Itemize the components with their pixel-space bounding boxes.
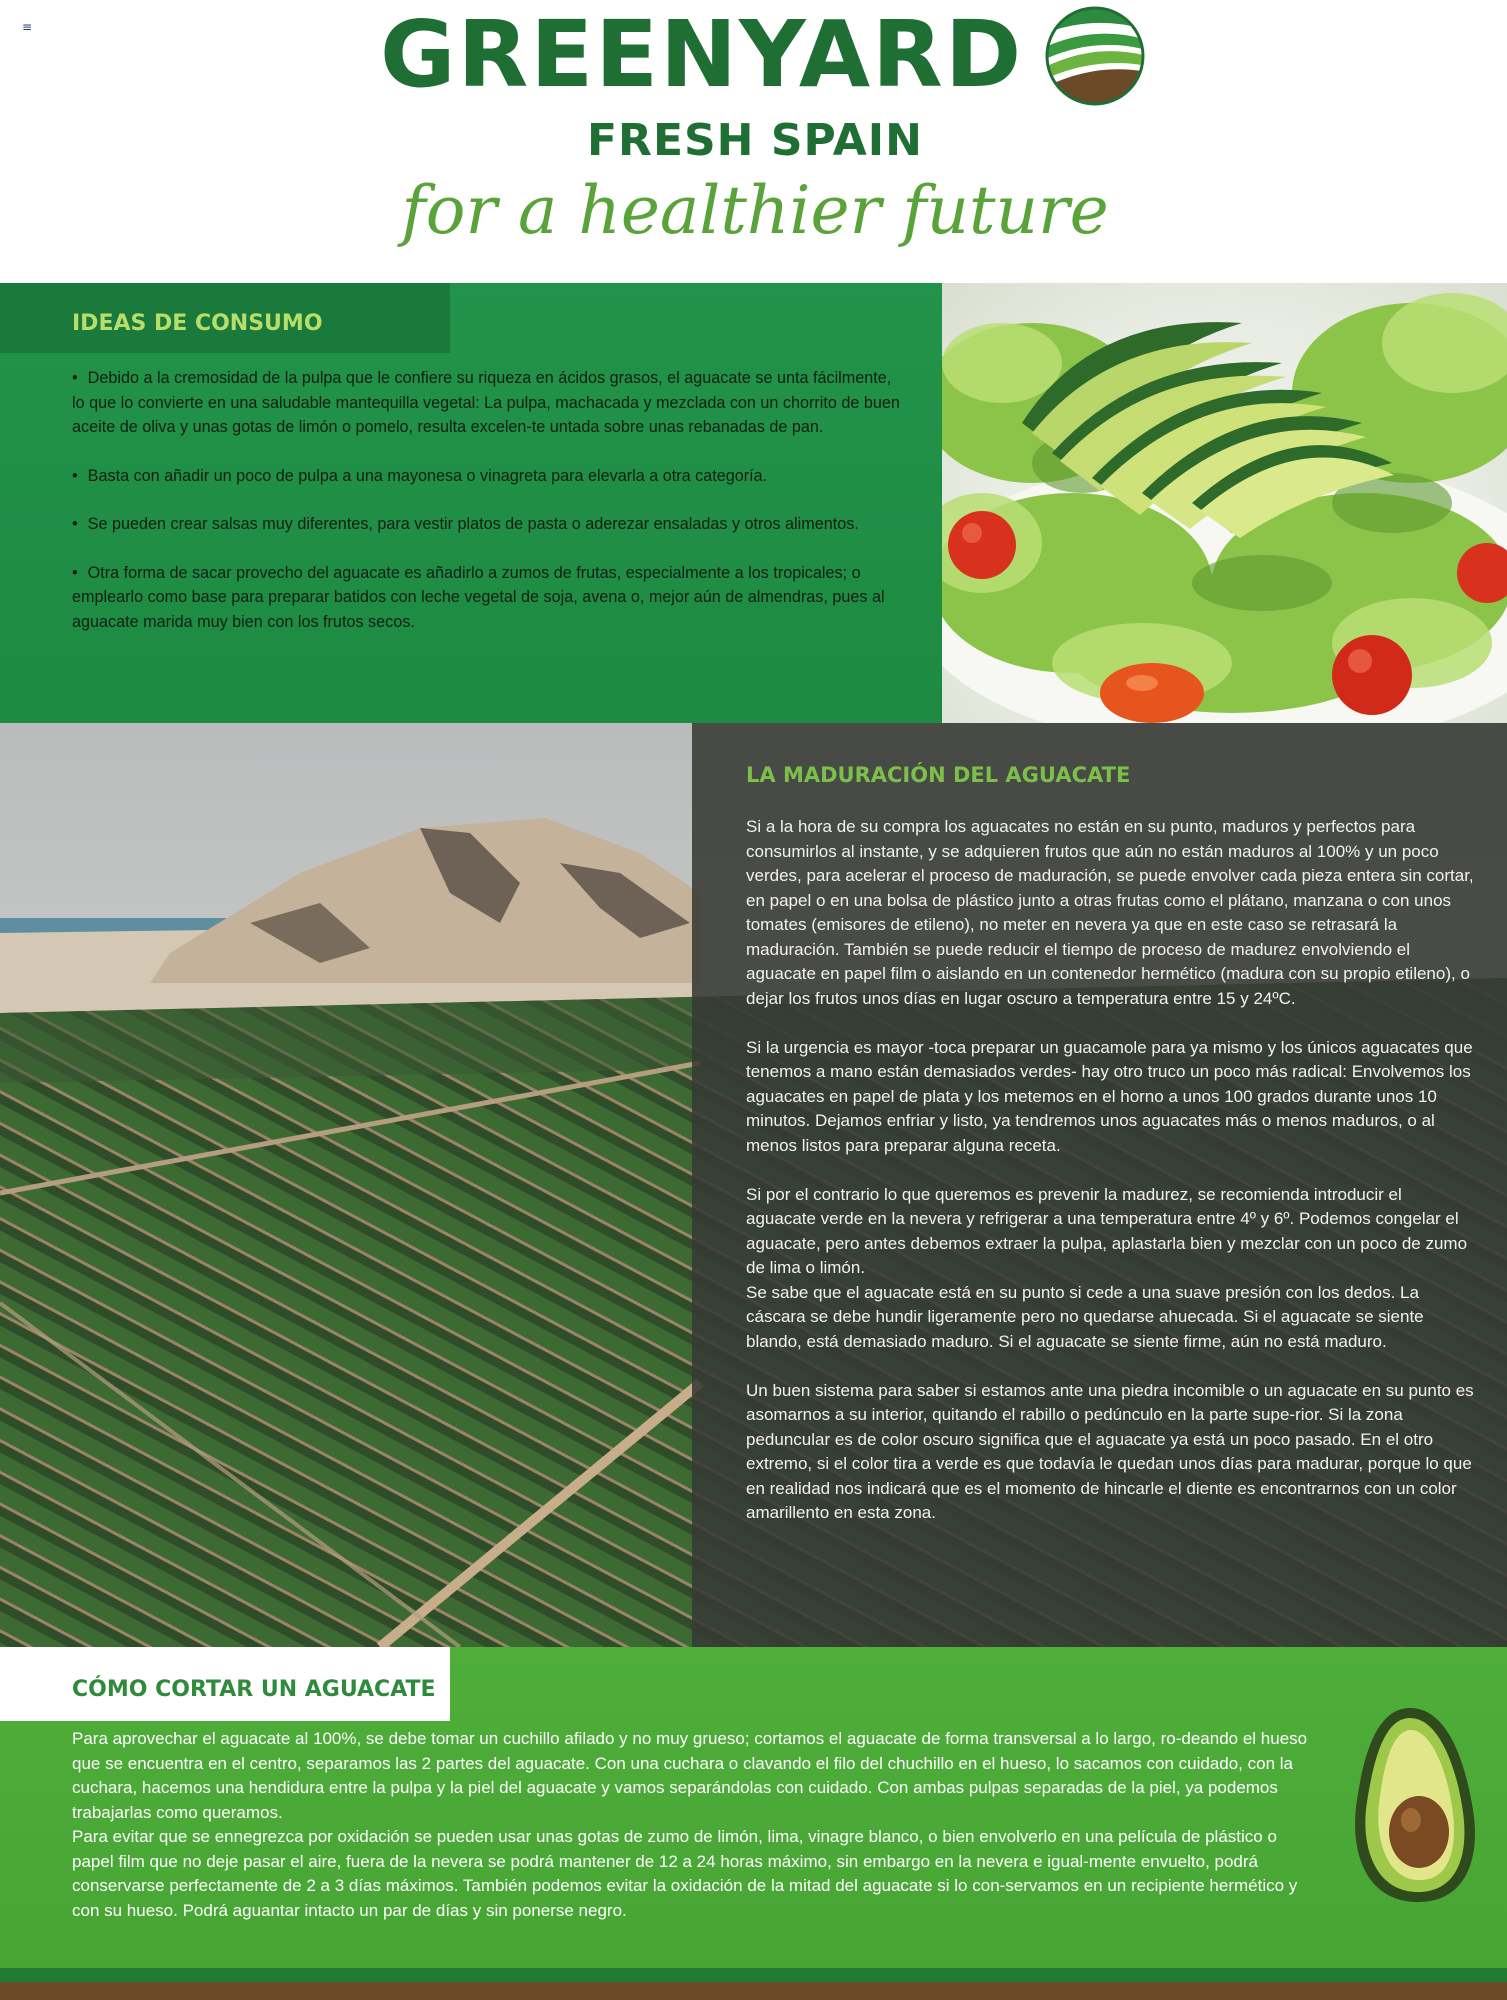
paragraph: Un buen sistema para saber si estamos ante una piedra incomible o un aguacate en su punto es asomarnos a su interior, quitando el rabillo o pedúnculo en la parte supe-rior. Si la zona peduncular es de color oscuro significa que el aguacate ya está un poco pasado. En el otro extremo, si el color tira a verde es que todavía le quedan unos días para madurar, porque lo que en realidad nos indicará que es el momento de hincarle el diente es encontrarnos con un color amarillento en esta zona. — [746, 1380, 1474, 1522]
brand-name: GREENYARD — [380, 1, 1024, 108]
cut-title: CÓMO CORTAR UN AGUACATE — [72, 1677, 436, 1702]
tagline: for a healthier future — [401, 172, 1109, 249]
ideas-section — [0, 283, 942, 723]
footer-band — [0, 1968, 1507, 1982]
list-item: • Otra forma de sacar provecho del aguacate es añadirlo a zumos de frutas, especialmente a los tropicales; o emplearlo como base para preparar batidos con leche vegetal de soja, avena o, mejor aún de almendras, pues al aguacate marida muy bien con los frutos secos. — [72, 563, 885, 631]
paragraph: Para aprovechar el aguacate al 100%, se debe tomar un cuchillo afilado y no muy grueso; cortamos el aguacate de forma transversal a lo largo, ro-deando el hueso que se encuentra en el centro, separamos las 2 partes del aguacate. Con una cuchara o clavando el filo del chuchillo en el hueso, lo sacamos con cuidado, con la cuchara, hacemos una hendidura entre la pulpa y la piel del aguacate y vamos separándolas con cuidado. Con ambas pulpas separadas de la piel, ya podemos trabajarlas como queramos. — [72, 1729, 1308, 1822]
paragraph: Se sabe que el aguacate está en su punto si cede a una suave presión con los dedos. La cáscara se debe hundir ligeramente pero no quedarse ahuecada. Si el aguacate se siente blando, está demasiado maduro. Si el aguacate se siente firme, aún no está maduro. — [746, 1282, 1424, 1351]
ideas-title: IDEAS DE CONSUMO — [72, 311, 323, 336]
cut-section — [0, 1647, 1507, 1968]
ideas-list — [72, 366, 908, 658]
list-item: • Debido a la cremosidad de la pulpa que le confiere su riqueza en ácidos grasos, el aguacate se unta fácilmente, lo que lo convierte en una saludable mantequilla vegetal: La pulpa, machacada y mezclada con un chorrito de buen aceite de oliva y unas gotas de limón o pomelo, resulta excelen-te untada sobre unas rebanadas de pan. — [72, 369, 900, 436]
salad-photo — [942, 283, 1507, 723]
paragraph: Para evitar que se ennegrezca por oxidación se pueden usar unas gotas de zumo de limón, lima, vinagre blanco, o bien envolverlo en una película de plástico o papel film que no deje pasar el aire, fuera de la nevera se podrá mantener de 12 a 24 horas máximo, sin embargo en la nevera e igual-mente envuelto, podrá conservarse perfectamente de 2 a 3 días máximos. También podemos evitar la oxidación de la mitad del aguacate si lo con-servamos en un recipiente hermético y con su hueso. Podrá aguantar intacto un par de días y sin ponerse negro. — [72, 1827, 1298, 1920]
paragraph: Si a la hora de su compra los aguacates no están en su punto, maduros y perfectos para consumirlos al instante, y se adquieren frutos que aún no están maduros al 100% y un poco verdes, para acelerar el proceso de maduración, se puede envolver cada pieza entera sin cortar, en papel o en una bolsa de plástico junto a otras frutas como el plátano, manzana o con unos tomates (emisores de etileno), no meter en nevera ya que en este caso se retrasará la maduración. También se puede reducir el tiempo de proceso de madurez envolviendo el aguacate en papel film o aislando en un contenedor hermético (madura con su propio etileno), o dejar los frutos unos días en lugar oscuro a temperatura entre 15 y 24ºC. — [746, 817, 1474, 1008]
greenyard-field-logo-icon — [1043, 4, 1147, 108]
maturation-body — [746, 815, 1474, 1550]
avocado-half-icon — [1335, 1700, 1485, 1910]
maturation-title: LA MADURACIÓN DEL AGUACATE — [746, 763, 1131, 787]
paragraph: Si por el contrario lo que queremos es prevenir la madurez, se recomienda introducir el aguacate verde en la nevera y refrigerar a una temperatura entre 4º y 6º. Podemos congelar el aguacate, pero antes debemos extraer la pulpa, aplastarla bien y mezclar con un poco de zumo de lima o limón. — [746, 1184, 1468, 1277]
cut-body — [72, 1727, 1322, 1923]
list-item: • Basta con añadir un poco de pulpa a una mayonesa o vinagreta para elevarla a otra categoría. — [72, 466, 768, 485]
paragraph: Si la urgencia es mayor -toca preparar un guacamole para ya mismo y los únicos aguacates que tenemos a mano están demasiados verdes- hay otro truco un poco más radical: Envolvemos los aguacates en papel de plata y los metemos en el horno a unos 100 grados durante unos 10 minutos. Dejamos enfriar y listo, ya tendremos unos aguacates más o menos maduros, o al menos listos para preparar alguna receta. — [746, 1037, 1473, 1155]
footer-band-earth — [0, 1982, 1507, 2000]
list-item: • Se pueden crear salsas muy diferentes, para vestir platos de pasta o aderezar ensaladas y otros alimentos. — [72, 515, 859, 533]
subbrand-title: FRESH SPAIN — [587, 115, 923, 166]
menu-icon: ≡ — [22, 20, 33, 34]
